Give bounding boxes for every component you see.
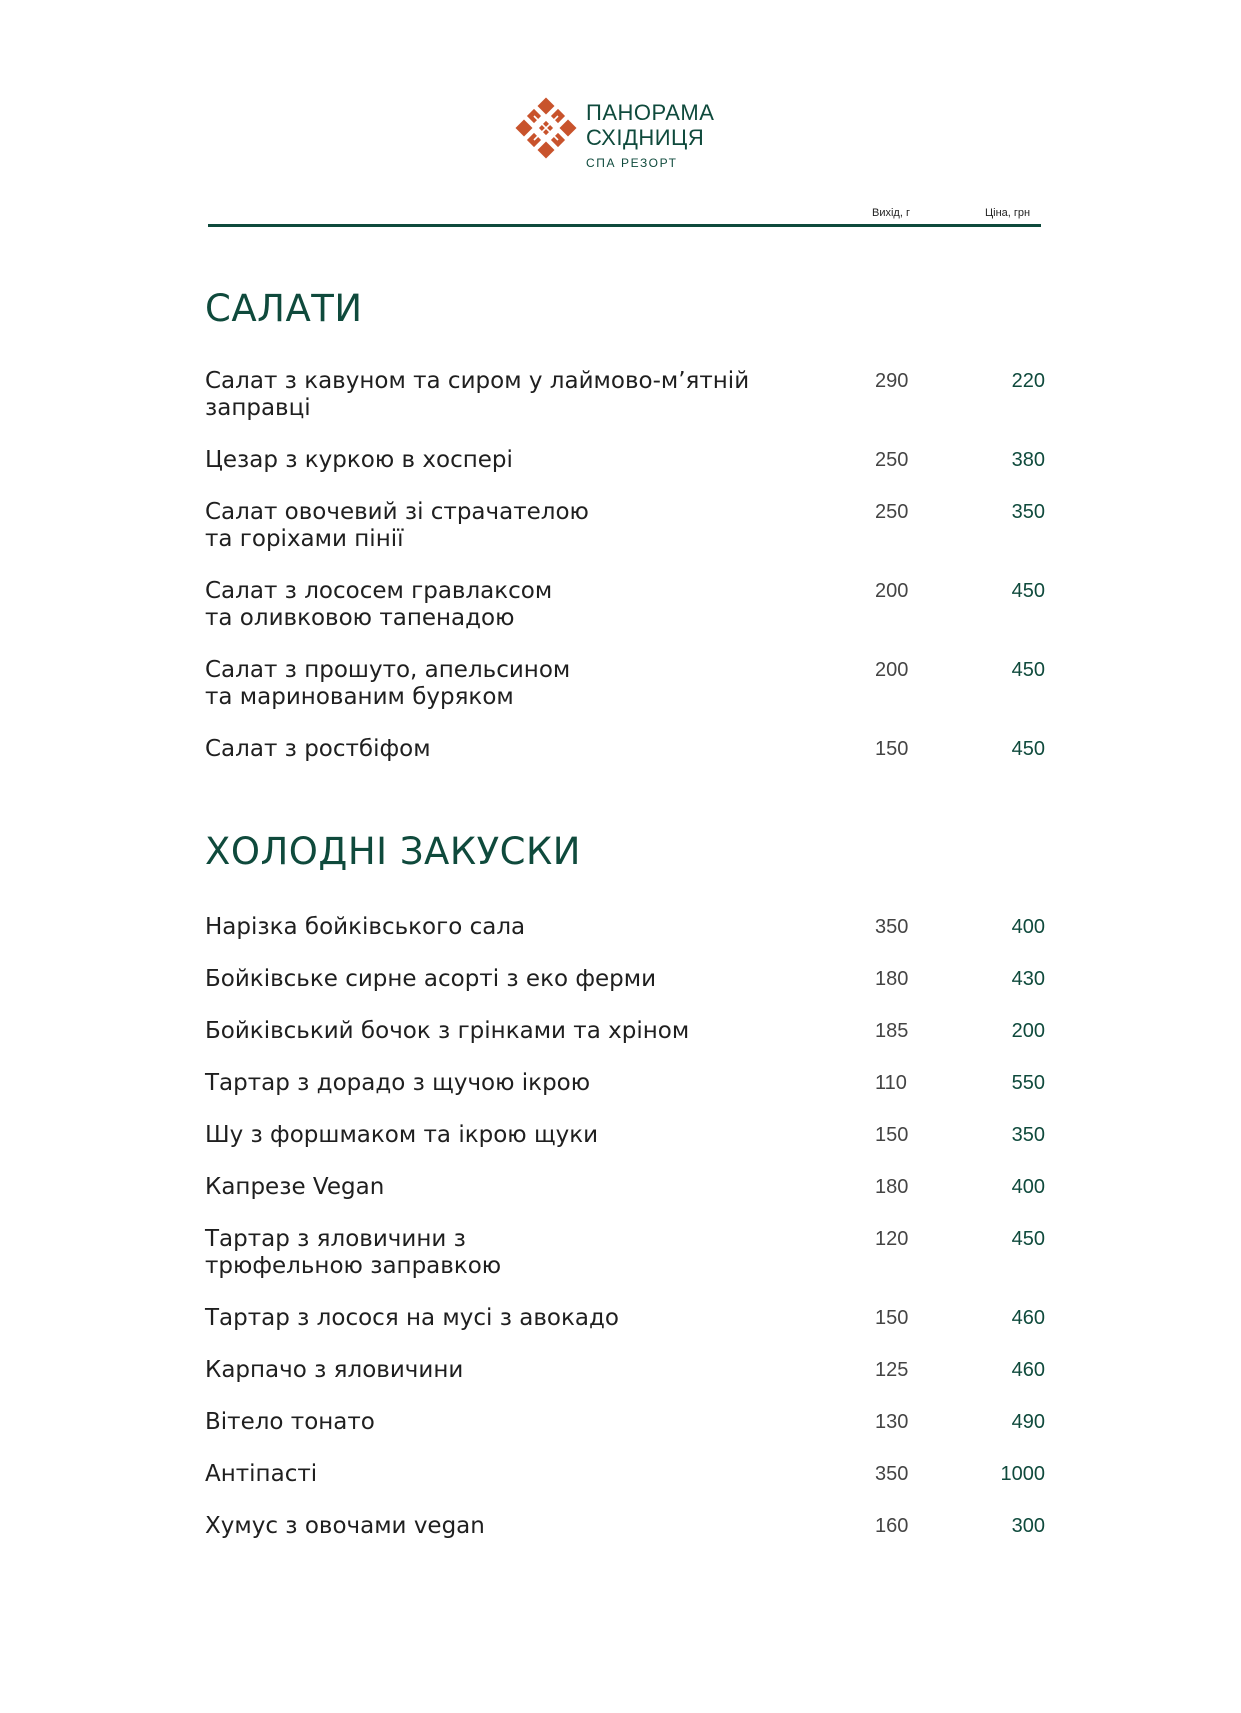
section-title-salads: САЛАТИ bbox=[205, 287, 363, 330]
menu-list-cold-appetizers bbox=[205, 914, 1045, 1565]
item-name: Бойківське сирне асорті з еко ферми bbox=[205, 966, 657, 992]
item-name: Капрезе Vegan bbox=[205, 1174, 385, 1200]
item-weight: 290 bbox=[875, 370, 909, 392]
menu-item bbox=[205, 1070, 1045, 1122]
header-divider bbox=[208, 224, 1041, 227]
column-header-weight: Вихід, г bbox=[872, 207, 910, 219]
item-name: Салат овочевий зі страчателою та горіхами пінії bbox=[205, 499, 589, 552]
column-header-price: Ціна, грн bbox=[985, 207, 1031, 219]
item-price: 200 bbox=[1011, 1020, 1045, 1042]
item-weight: 200 bbox=[875, 580, 909, 602]
item-price: 1000 bbox=[1000, 1463, 1045, 1485]
menu-item bbox=[205, 1409, 1045, 1461]
menu-item bbox=[205, 1305, 1045, 1357]
brand-logo bbox=[514, 96, 734, 176]
item-price: 400 bbox=[1011, 1176, 1045, 1198]
item-price: 490 bbox=[1011, 1411, 1045, 1433]
item-price: 460 bbox=[1011, 1359, 1045, 1381]
menu-item bbox=[205, 914, 1045, 966]
menu-item bbox=[205, 368, 1045, 447]
menu-item bbox=[205, 1513, 1045, 1565]
item-weight: 150 bbox=[875, 1307, 909, 1329]
item-name: Тартар з дорадо з щучою ікрою bbox=[205, 1070, 591, 1096]
menu-item bbox=[205, 657, 1045, 736]
brand-name-line1: ПАНОРАМА bbox=[586, 100, 715, 125]
item-price: 460 bbox=[1011, 1307, 1045, 1329]
item-price: 380 bbox=[1011, 449, 1045, 471]
item-name: Карпачо з яловичини bbox=[205, 1357, 464, 1383]
item-name: Салат з лососем гравлаксом та оливковою тапенадою bbox=[205, 578, 553, 631]
item-weight: 150 bbox=[875, 738, 909, 760]
item-weight: 120 bbox=[875, 1228, 909, 1250]
item-weight: 125 bbox=[875, 1359, 909, 1381]
item-price: 450 bbox=[1011, 659, 1045, 681]
menu-item bbox=[205, 1226, 1045, 1305]
item-price: 430 bbox=[1011, 968, 1045, 990]
item-name: Салат з прошуто, апельсином та маринованим буряком bbox=[205, 657, 571, 710]
item-weight: 185 bbox=[875, 1020, 909, 1042]
item-price: 220 bbox=[1011, 370, 1045, 392]
menu-list-salads bbox=[205, 368, 1045, 788]
item-weight: 150 bbox=[875, 1124, 909, 1146]
item-name: Салат з кавуном та сиром у лаймово-м’ятній заправці bbox=[205, 368, 750, 421]
menu-item bbox=[205, 447, 1045, 499]
menu-item bbox=[205, 578, 1045, 657]
item-price: 450 bbox=[1011, 1228, 1045, 1250]
item-name: Цезар з куркою в хоспері bbox=[205, 447, 513, 473]
item-name: Вітело тонато bbox=[205, 1409, 375, 1435]
item-weight: 130 bbox=[875, 1411, 909, 1433]
brand-subtitle: СПА РЕЗОРТ bbox=[586, 156, 678, 170]
item-price: 300 bbox=[1011, 1515, 1045, 1537]
menu-item bbox=[205, 499, 1045, 578]
menu-item bbox=[205, 736, 1045, 788]
item-name: Хумус з овочами vegan bbox=[205, 1513, 485, 1539]
item-weight: 350 bbox=[875, 1463, 909, 1485]
section-title-cold-appetizers: ХОЛОДНІ ЗАКУСКИ bbox=[205, 830, 581, 873]
item-price: 450 bbox=[1011, 738, 1045, 760]
menu-item bbox=[205, 1018, 1045, 1070]
item-name: Тартар з яловичини з трюфельною заправкою bbox=[205, 1226, 502, 1279]
item-name: Антіпасті bbox=[205, 1461, 318, 1487]
item-name: Салат з ростбіфом bbox=[205, 736, 431, 762]
brand-wordmark bbox=[586, 100, 714, 170]
item-name: Бойківський бочок з грінками та хріном bbox=[205, 1018, 690, 1044]
brand-name-line2: СХІДНИЦЯ bbox=[586, 125, 705, 150]
item-weight: 180 bbox=[875, 968, 909, 990]
item-price: 550 bbox=[1011, 1072, 1045, 1094]
menu-item bbox=[205, 1174, 1045, 1226]
item-name: Нарізка бойківського сала bbox=[205, 914, 526, 940]
item-weight: 250 bbox=[875, 449, 909, 471]
menu-item bbox=[205, 1122, 1045, 1174]
item-weight: 160 bbox=[875, 1515, 909, 1537]
menu-item bbox=[205, 1357, 1045, 1409]
item-weight: 200 bbox=[875, 659, 909, 681]
item-price: 400 bbox=[1011, 916, 1045, 938]
item-price: 350 bbox=[1011, 501, 1045, 523]
item-name: Шу з форшмаком та ікрою щуки bbox=[205, 1122, 599, 1148]
item-weight: 180 bbox=[875, 1176, 909, 1198]
menu-item bbox=[205, 1461, 1045, 1513]
item-name: Тартар з лосося на мусі з авокадо bbox=[205, 1305, 619, 1331]
embroidery-ornament-icon bbox=[514, 96, 578, 160]
item-weight: 350 bbox=[875, 916, 909, 938]
menu-item bbox=[205, 966, 1045, 1018]
item-weight: 250 bbox=[875, 501, 909, 523]
item-price: 450 bbox=[1011, 580, 1045, 602]
item-weight: 110 bbox=[875, 1072, 907, 1094]
item-price: 350 bbox=[1011, 1124, 1045, 1146]
